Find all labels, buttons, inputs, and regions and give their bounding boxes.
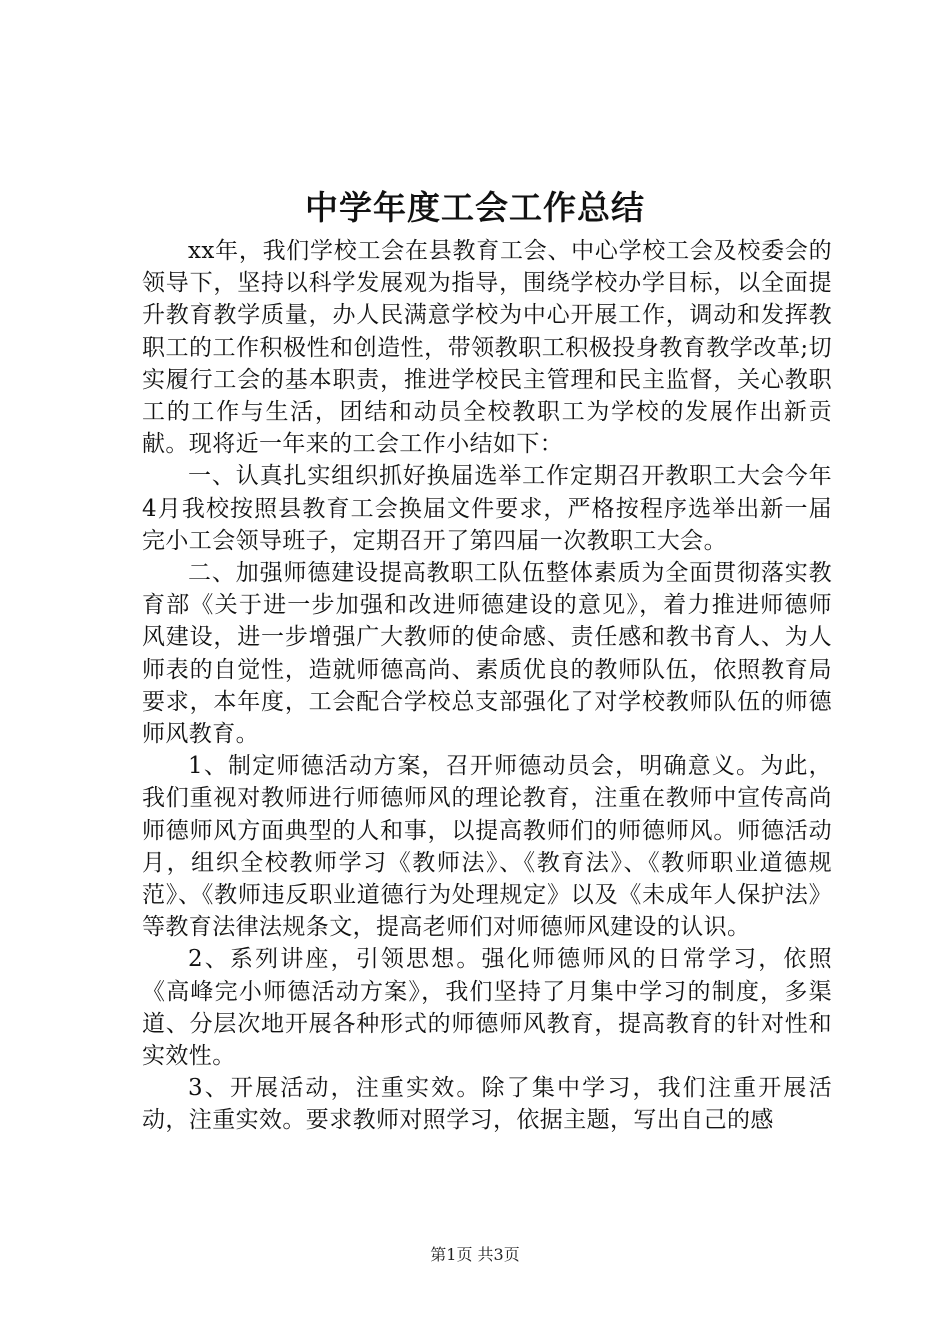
page-number-footer: 第1页 共3页 bbox=[430, 1245, 520, 1264]
document-title: 中学年度工会工作总结 bbox=[305, 188, 645, 227]
paragraph-item-1: 1、制定师德活动方案，召开师德动员会，明确意义。为此，我们重视对教师进行师德师风的理论教育，注重在教师中宣传高尚师德师风方面典型的人和事，以提高教师们的师德师风。师德活动月，组织全校教师学习《教师法》、《教育法》、《教师职业道德规范》、《教师违反职业道德行为处理规定》以及《未成年人保护法》等教育法律法规条文，提高老师们对师德师风建设的认识。 bbox=[142, 753, 832, 941]
paragraph-section-2: 二、加强师德建设提高教职工队伍整体素质为全面贯彻落实教育部《关于进一步加强和改进师德建设的意见》，着力推进师德师风建设，进一步增强广大教师的使命感、责任感和教书育人、为人师表的自觉性，造就师德高尚、素质优良的教师队伍，依照教育局要求，本年度，工会配合学校总支部强化了对学校教师队伍的师德师风教育。 bbox=[142, 560, 832, 748]
paragraph-section-1: 一、认真扎实组织抓好换届选举工作定期召开教职工大会今年4月我校按照县教育工会换届文件要求，严格按程序选举出新一届完小工会领导班子，定期召开了第四届一次教职工大会。 bbox=[142, 463, 832, 554]
paragraph-intro: xx年，我们学校工会在县教育工会、中心学校工会及校委会的领导下，坚持以科学发展观为指导，围绕学校办学目标，以全面提升教育教学质量，办人民满意学校为中心开展工作，调动和发挥教职工的工作积极性和创造性，带领教职工积极投身教育教学改革;切实履行工会的基本职责，推进学校民主管理和民主监督，关心教职工的工作与生活，团结和动员全校教职工为学校的发展作出新贡献。现将近一年来的工会工作小结如下： bbox=[142, 238, 832, 458]
document-body bbox=[142, 235, 832, 1137]
paragraph-item-3: 3、开展活动，注重实效。除了集中学习，我们注重开展活动，注重实效。要求教师对照学习，依据主题，写出自己的感 bbox=[142, 1075, 832, 1134]
paragraph-item-2: 2、系列讲座，引领思想。强化师德师风的日常学习，依照《高峰完小师德活动方案》，我们坚持了月集中学习的制度，多渠道、分层次地开展各种形式的师德师风教育，提高教育的针对性和实效性。 bbox=[142, 946, 832, 1070]
